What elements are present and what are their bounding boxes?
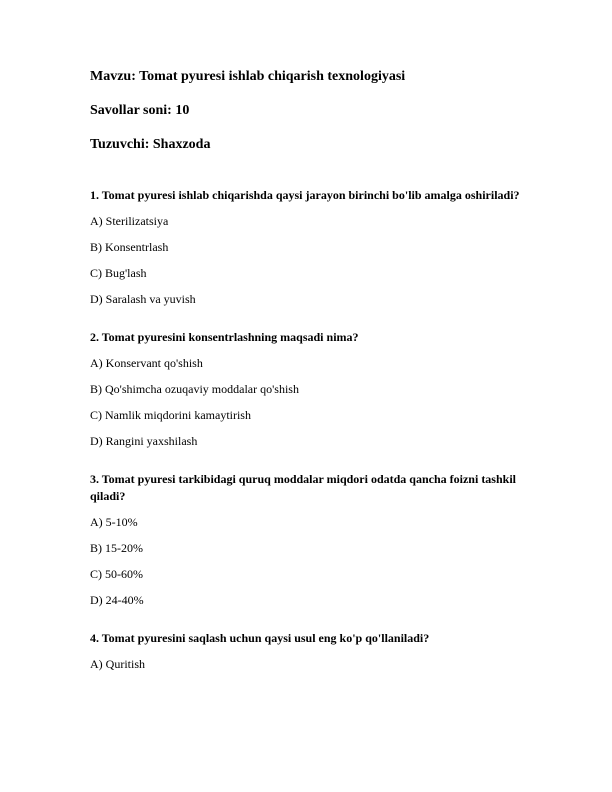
question-text: 4. Tomat pyuresini saqlash uchun qaysi usul eng ko'p qo'llaniladi?	[90, 631, 430, 645]
answer-option-c: C) 50-60%	[90, 567, 143, 581]
question-text: 2. Tomat pyuresini konsentrlashning maqsadi nima?	[90, 330, 359, 344]
question-count: Savollar soni: 10	[90, 103, 190, 118]
answer-option-a: A) Quritish	[90, 657, 145, 671]
answer-option-d: D) 24-40%	[90, 593, 144, 607]
question-2	[90, 329, 528, 449]
answer-option-c: C) Namlik miqdorini kamaytirish	[90, 408, 251, 422]
question-1	[90, 187, 528, 307]
answer-option-a: A) Sterilizatsiya	[90, 214, 169, 228]
answer-option-a: A) Konservant qo'shish	[90, 356, 203, 370]
question-text: 3. Tomat pyuresi tarkibidagi quruq moddalar miqdori odatda qancha foizni tashkil qiladi?	[90, 472, 516, 503]
answer-option-d: D) Rangini yaxshilash	[90, 434, 198, 448]
topic-heading: Mavzu: Tomat pyuresi ishlab chiqarish texnologiyasi	[90, 69, 406, 84]
answer-option-a: A) 5-10%	[90, 515, 138, 529]
answer-option-b: B) Qo'shimcha ozuqaviy moddalar qo'shish	[90, 382, 299, 396]
question-text: 1. Tomat pyuresi ishlab chiqarishda qaysi jarayon birinchi bo'lib amalga oshiriladi?	[90, 188, 520, 202]
answer-option-b: B) 15-20%	[90, 541, 143, 555]
answer-option-b: B) Konsentrlash	[90, 240, 169, 254]
answer-option-c: C) Bug'lash	[90, 266, 147, 280]
question-4	[90, 630, 528, 672]
author-line: Tuzuvchi: Shaxzoda	[90, 137, 211, 152]
question-3	[90, 471, 528, 608]
answer-option-d: D) Saralash va yuvish	[90, 292, 196, 306]
